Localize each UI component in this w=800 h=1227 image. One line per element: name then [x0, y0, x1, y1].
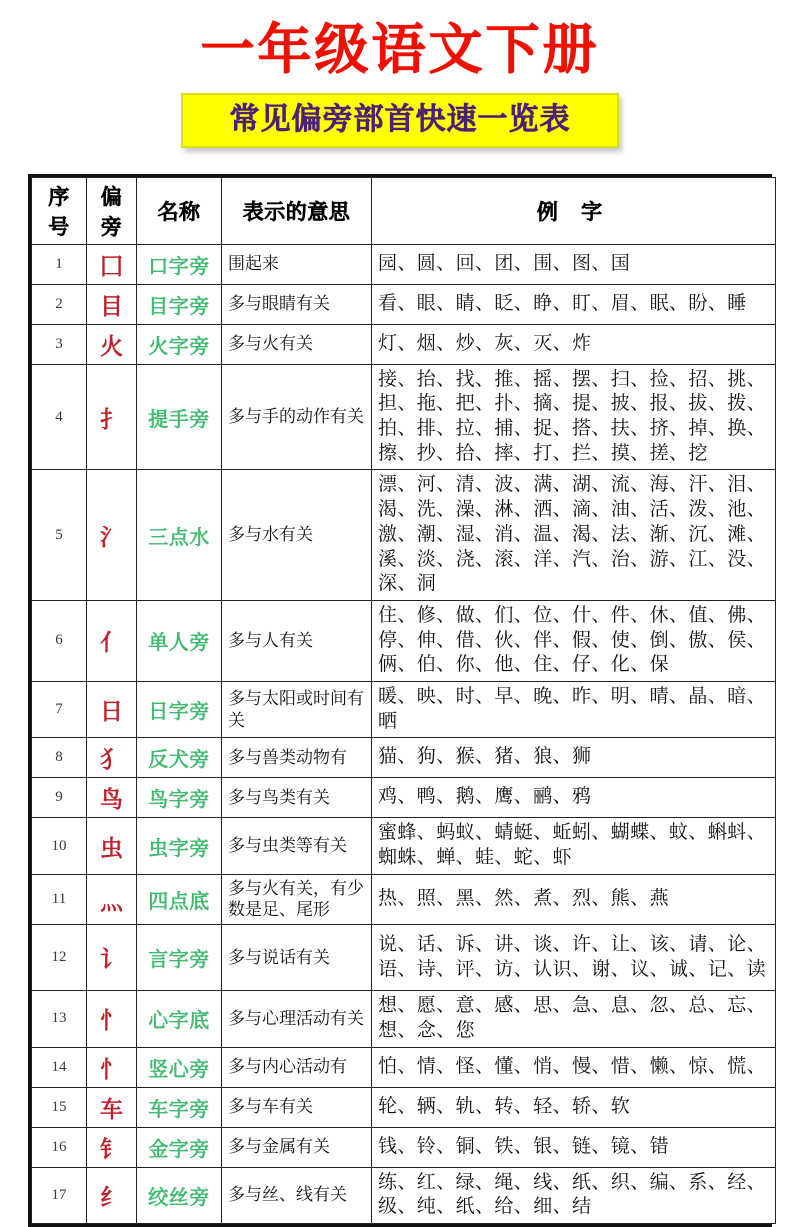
radical-meaning-cell: 多与水有关 [222, 470, 372, 600]
radical-name-cell: 鸟字旁 [137, 778, 222, 818]
example-chars-cell: 接、抬、找、推、摇、摆、扫、捡、招、挑、担、拖、把、扑、摘、提、披、报、拔、拨、拍、排、拉、捕、捉、搭、扶、挤、掉、换、擦、抄、拾、摔、打、拦、摸、搓、挖 [372, 364, 776, 470]
radical-name-cell: 日字旁 [137, 681, 222, 737]
table-row [32, 244, 776, 284]
row-index-cell: 3 [32, 324, 87, 364]
radical-meaning-cell: 多与丝、线有关 [222, 1167, 372, 1223]
table-row [32, 1167, 776, 1223]
row-index-cell: 9 [32, 778, 87, 818]
table-row [32, 681, 776, 737]
row-index-cell: 15 [32, 1087, 87, 1127]
example-chars-cell: 蜜蜂、蚂蚁、蜻蜓、蚯蚓、蝴蝶、蚊、蝌蚪、蜘蛛、蝉、蛙、蛇、虾 [372, 818, 776, 874]
table-body [32, 244, 776, 1223]
example-chars-cell: 园、圆、回、团、围、图、国 [372, 244, 776, 284]
example-chars-cell: 练、红、绿、绳、线、纸、织、编、系、经、级、纯、纸、给、细、结 [372, 1167, 776, 1223]
radical-name-cell: 反犬旁 [137, 738, 222, 778]
radical-meaning-cell: 多与兽类动物有 [222, 738, 372, 778]
radical-meaning-cell: 多与眼睛有关 [222, 284, 372, 324]
table-row [32, 364, 776, 470]
column-header-radical: 偏旁 [87, 177, 137, 244]
radical-glyph-cell: 钅 [87, 1127, 137, 1167]
radical-meaning-cell: 围起来 [222, 244, 372, 284]
radical-glyph-cell: 扌 [87, 364, 137, 470]
radical-meaning-cell: 多与手的动作有关 [222, 364, 372, 470]
radical-glyph-cell: 日 [87, 681, 137, 737]
table-row [32, 470, 776, 600]
radical-meaning-cell: 多与内心活动有 [222, 1047, 372, 1087]
radical-glyph-cell: 犭 [87, 738, 137, 778]
example-chars-cell: 轮、辆、轨、转、轻、轿、软 [372, 1087, 776, 1127]
row-index-cell: 16 [32, 1127, 87, 1167]
radical-meaning-cell: 多与鸟类有关 [222, 778, 372, 818]
example-chars-cell: 猫、狗、猴、猪、狼、狮 [372, 738, 776, 778]
radical-glyph-cell: 亻 [87, 600, 137, 681]
example-chars-cell: 漂、河、清、波、满、湖、流、海、汗、泪、渴、洗、澡、淋、洒、滴、油、活、泼、池、激、潮、湿、消、温、渴、法、渐、沉、滩、溪、淡、浇、滚、洋、汽、治、游、江、没、深、洞 [372, 470, 776, 600]
table-row [32, 818, 776, 874]
radical-name-cell: 言字旁 [137, 925, 222, 991]
radical-name-cell: 竖心旁 [137, 1047, 222, 1087]
radical-name-cell: 火字旁 [137, 324, 222, 364]
example-chars-cell: 鸡、鸭、鹅、鹰、鹂、鸦 [372, 778, 776, 818]
radical-name-cell: 三点水 [137, 470, 222, 600]
table-row [32, 874, 776, 925]
table-row [32, 778, 776, 818]
row-index-cell: 8 [32, 738, 87, 778]
row-index-cell: 17 [32, 1167, 87, 1223]
radical-glyph-cell: 讠 [87, 925, 137, 991]
radical-meaning-cell: 多与太阳或时间有关 [222, 681, 372, 737]
example-chars-cell: 看、眼、睛、眨、睁、盯、眉、眠、盼、睡 [372, 284, 776, 324]
table-row [32, 1127, 776, 1167]
radical-name-cell: 单人旁 [137, 600, 222, 681]
example-chars-cell: 怕、情、怪、懂、悄、慢、惜、懒、惊、慌、 [372, 1047, 776, 1087]
row-index-cell: 14 [32, 1047, 87, 1087]
example-chars-cell: 钱、铃、铜、铁、银、链、镜、错 [372, 1127, 776, 1167]
radical-meaning-cell: 多与火有关 [222, 324, 372, 364]
radical-name-cell: 目字旁 [137, 284, 222, 324]
table-row [32, 991, 776, 1047]
radical-glyph-cell: 虫 [87, 818, 137, 874]
table-row [32, 738, 776, 778]
radical-table-container [28, 174, 772, 1227]
row-index-cell: 11 [32, 874, 87, 925]
radical-name-cell: 金字旁 [137, 1127, 222, 1167]
radical-glyph-cell: 忄 [87, 1047, 137, 1087]
radical-name-cell: 口字旁 [137, 244, 222, 284]
radical-name-cell: 四点底 [137, 874, 222, 925]
radical-glyph-cell: 忄 [87, 991, 137, 1047]
radical-glyph-cell: 氵 [87, 470, 137, 600]
column-header-name: 名称 [137, 177, 222, 244]
row-index-cell: 5 [32, 470, 87, 600]
example-chars-cell: 灯、烟、炒、灰、灭、炸 [372, 324, 776, 364]
table-row [32, 925, 776, 991]
row-index-cell: 13 [32, 991, 87, 1047]
table-row [32, 1087, 776, 1127]
column-header-examples: 例 字 [372, 177, 776, 244]
column-header-meaning: 表示的意思 [222, 177, 372, 244]
radical-glyph-cell: 纟 [87, 1167, 137, 1223]
row-index-cell: 6 [32, 600, 87, 681]
radical-glyph-cell: 囗 [87, 244, 137, 284]
row-index-cell: 2 [32, 284, 87, 324]
example-chars-cell: 热、照、黑、然、煮、烈、熊、燕 [372, 874, 776, 925]
table-row [32, 284, 776, 324]
radical-glyph-cell: 鸟 [87, 778, 137, 818]
radical-glyph-cell: 车 [87, 1087, 137, 1127]
radical-meaning-cell: 多与金属有关 [222, 1127, 372, 1167]
table-header-row [32, 177, 776, 244]
radical-meaning-cell: 多与车有关 [222, 1087, 372, 1127]
example-chars-cell: 住、修、做、们、位、什、件、休、值、佛、停、伸、借、伙、伴、假、使、倒、傲、侯、俩、伯、你、他、住、仔、化、保 [372, 600, 776, 681]
radical-name-cell: 绞丝旁 [137, 1167, 222, 1223]
example-chars-cell: 想、愿、意、感、思、急、息、忽、总、忘、想、念、您 [372, 991, 776, 1047]
table-header [32, 177, 776, 244]
page-title: 一年级语文下册 [200, 18, 600, 81]
subtitle-text: 常见偏旁部首快速一览表 [229, 101, 571, 137]
radical-name-cell: 虫字旁 [137, 818, 222, 874]
subtitle-banner [181, 93, 619, 148]
row-index-cell: 12 [32, 925, 87, 991]
radical-table [31, 177, 776, 1224]
table-row [32, 324, 776, 364]
row-index-cell: 4 [32, 364, 87, 470]
radical-name-cell: 提手旁 [137, 364, 222, 470]
radical-glyph-cell: 目 [87, 284, 137, 324]
radical-name-cell: 车字旁 [137, 1087, 222, 1127]
row-index-cell: 10 [32, 818, 87, 874]
table-row [32, 1047, 776, 1087]
row-index-cell: 7 [32, 681, 87, 737]
row-index-cell: 1 [32, 244, 87, 284]
radical-meaning-cell: 多与心理活动有关 [222, 991, 372, 1047]
radical-glyph-cell: 灬 [87, 874, 137, 925]
example-chars-cell: 暖、映、时、早、晚、昨、明、晴、晶、暗、晒 [372, 681, 776, 737]
radical-meaning-cell: 多与虫类等有关 [222, 818, 372, 874]
table-row [32, 600, 776, 681]
radical-meaning-cell: 多与火有关，有少数是足、尾形 [222, 874, 372, 925]
page-header [0, 0, 800, 148]
radical-glyph-cell: 火 [87, 324, 137, 364]
example-chars-cell: 说、话、诉、讲、谈、许、让、该、请、论、语、诗、评、访、认识、谢、议、诚、记、读 [372, 925, 776, 991]
radical-name-cell: 心字底 [137, 991, 222, 1047]
column-header-no: 序号 [32, 177, 87, 244]
radical-meaning-cell: 多与说话有关 [222, 925, 372, 991]
radical-meaning-cell: 多与人有关 [222, 600, 372, 681]
